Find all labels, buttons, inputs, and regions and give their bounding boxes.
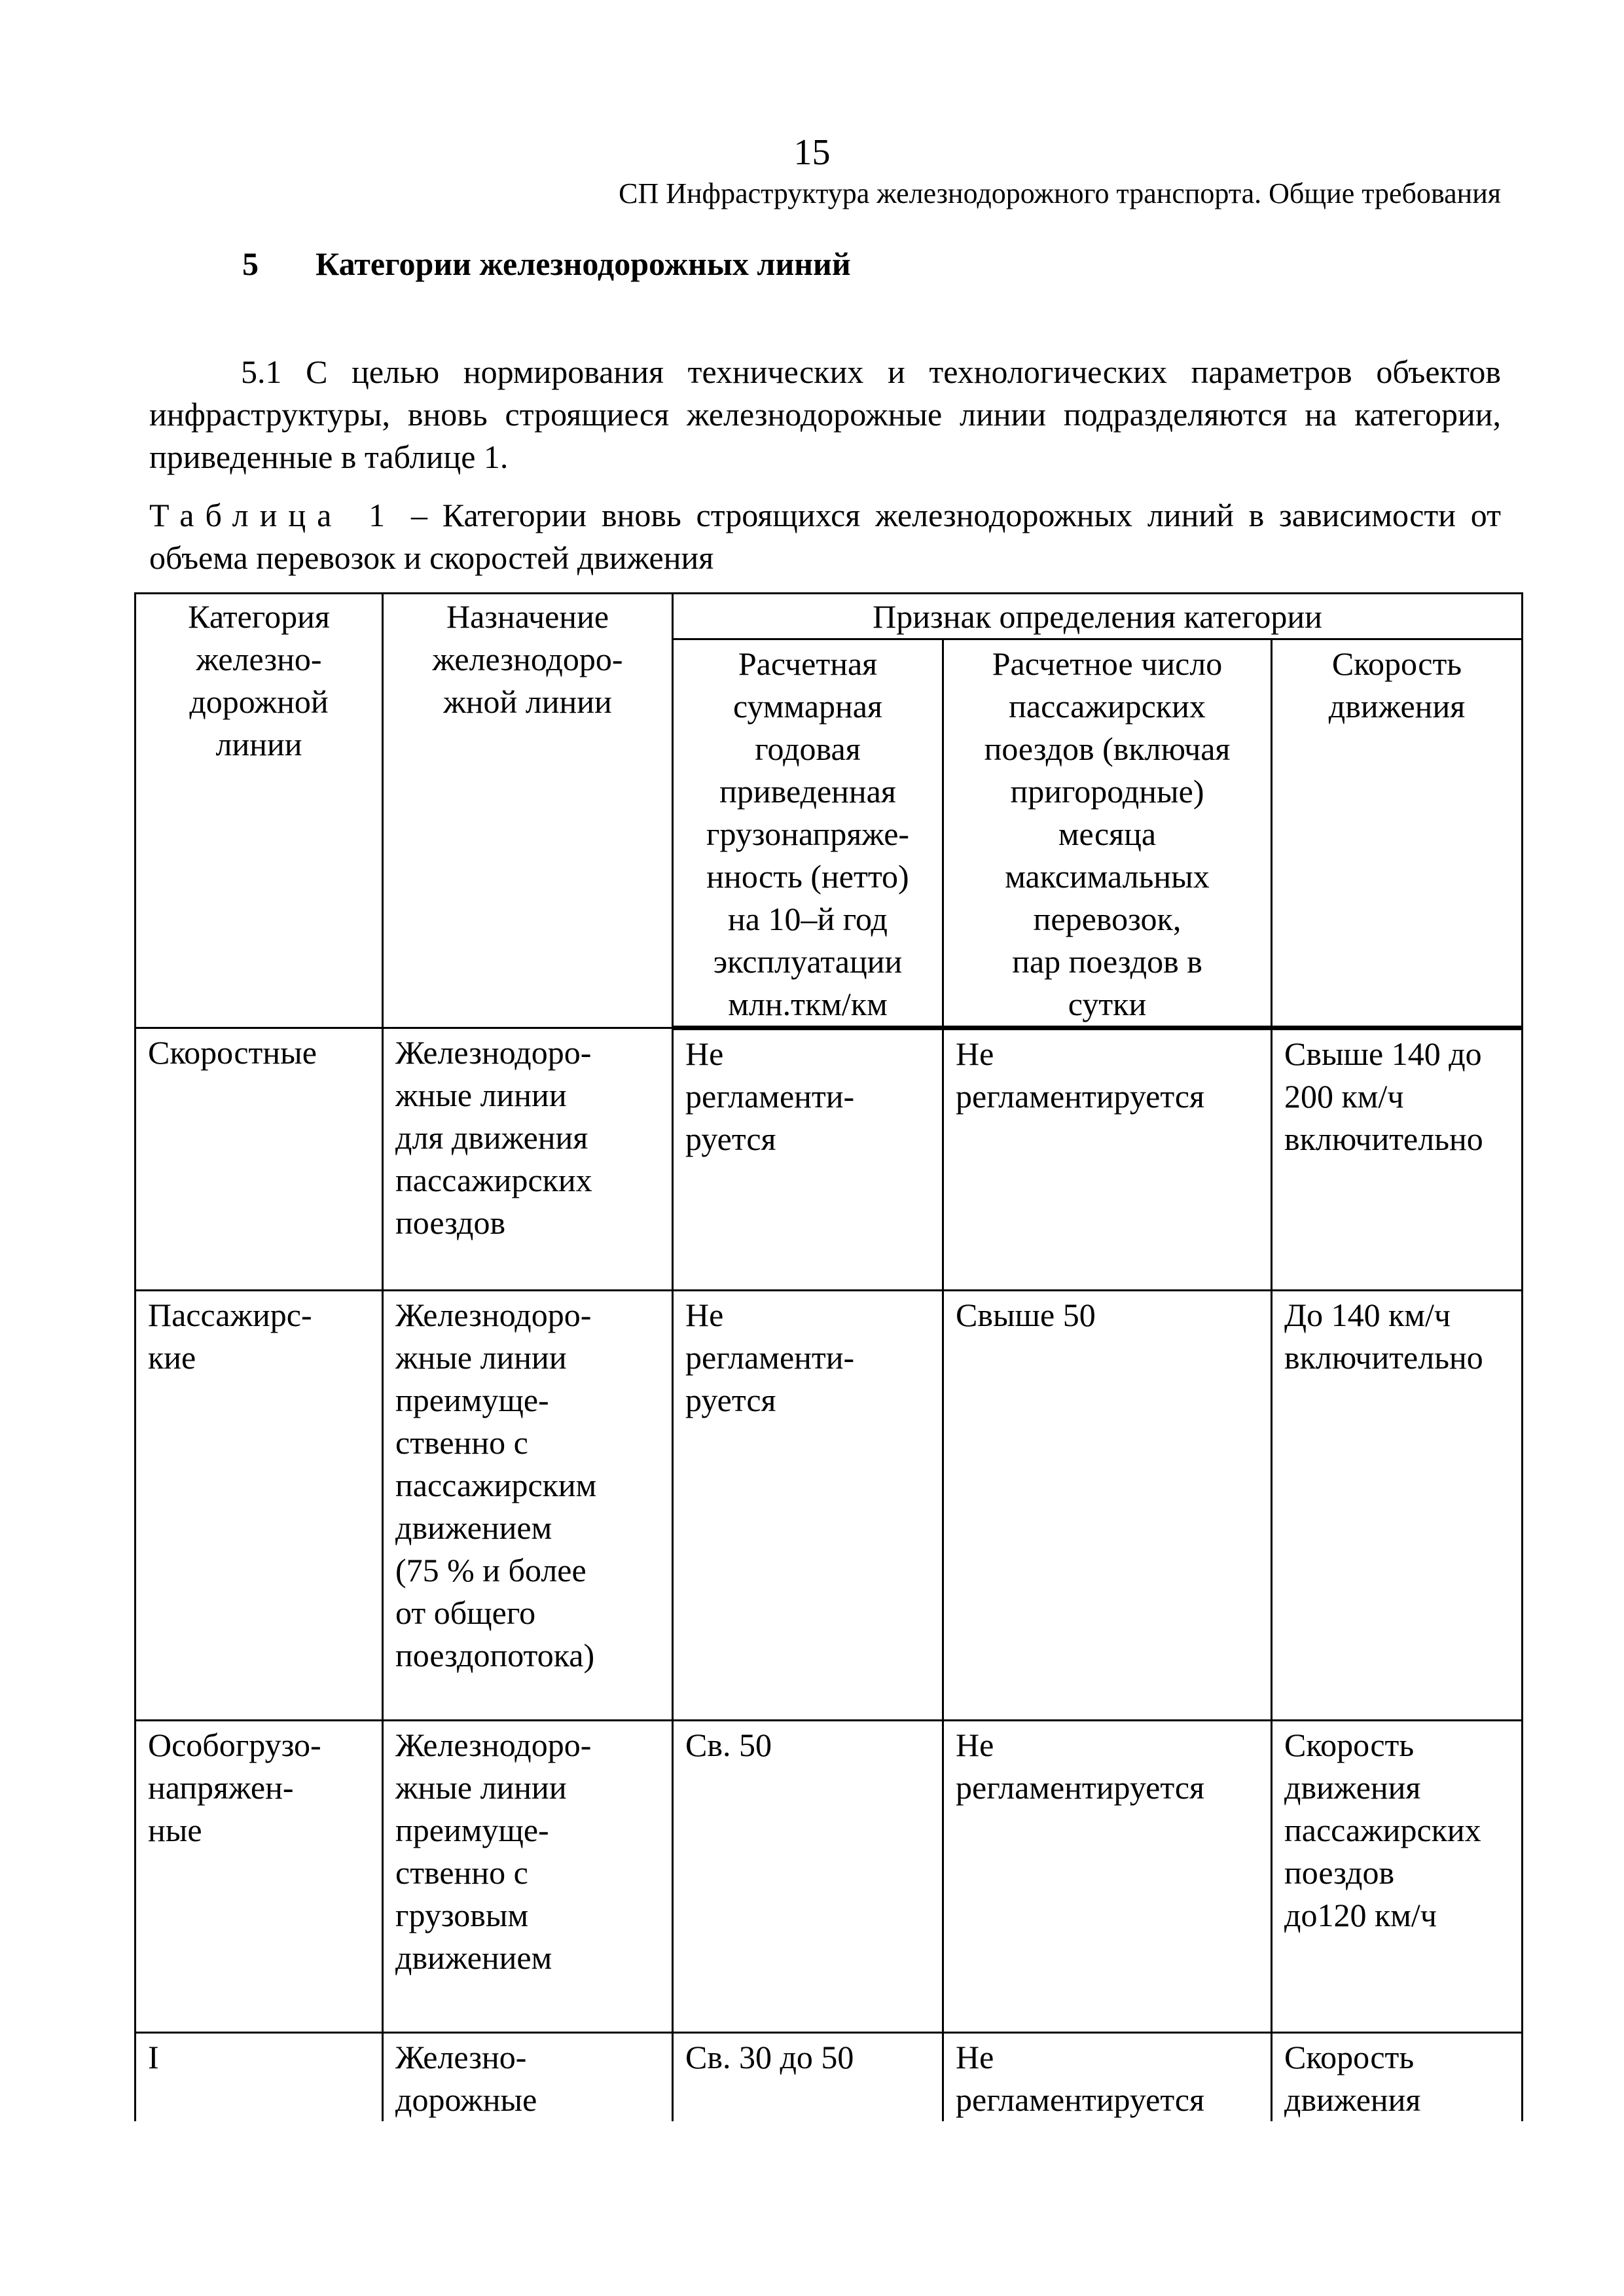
header-freight: Расчетная суммарная годовая приведенная грузонапряже- нность (нетто) на 10–й год эксплуатации млн.ткм/км (673, 639, 943, 1028)
cell-purpose: Железнодоро- жные линии преимуще- ственно с грузовым движением (383, 1721, 673, 2033)
cell-passenger-trains: Не регламентируется (943, 2033, 1272, 2122)
cell-speed: До 140 км/ч включительно (1272, 1291, 1523, 1721)
section-heading (242, 242, 851, 285)
header-speed: Скорость движения (1272, 639, 1523, 1028)
table-row (135, 2033, 1523, 2122)
cell-speed: Скорость движения пассажирских поездов до120 км/ч (1272, 1721, 1523, 2033)
table-caption (149, 494, 1501, 579)
cell-purpose: Железнодоро- жные линии для движения пассажирских поездов (383, 1028, 673, 1291)
cell-purpose: Железно- дорожные (383, 2033, 673, 2122)
cell-passenger-trains: Не регламентируется (943, 1028, 1272, 1291)
header-passenger-trains: Расчетное число пассажирских поездов (включая пригородные) месяца максимальных перевозок, пар поездов в сутки (943, 639, 1272, 1028)
cell-category: Особогрузо- напряжен- ные (135, 1721, 383, 2033)
cell-freight: Св. 50 (673, 1721, 943, 2033)
cell-freight: Не регламенти- руется (673, 1028, 943, 1291)
header-purpose: Назначение железнодоро- жной линии (383, 594, 673, 1028)
section-number: 5 (242, 245, 259, 282)
cell-freight: Не регламенти- руется (673, 1291, 943, 1721)
cell-speed: Скорость движения (1272, 2033, 1523, 2122)
cell-category: Пассажирс- кие (135, 1291, 383, 1721)
cell-passenger-trains: Не регламентируется (943, 1721, 1272, 2033)
header-category: Категория железно- дорожной линии (135, 594, 383, 1028)
cell-passenger-trains: Свыше 50 (943, 1291, 1272, 1721)
table-caption-text: – Категории вновь строящихся железнодорожных линий в зависимости от объема перевозок и скоростей движения (149, 497, 1502, 576)
cell-speed: Свыше 140 до 200 км/ч включительно (1272, 1028, 1523, 1291)
table-caption-label: Таблица 1 (149, 497, 397, 533)
paragraph-5-1: 5.1 С целью нормирования технических и технологических параметров объектов инфраструктуры, вновь строящиеся железнодорожные линии подразделяются на категории, приведенные в таблице 1. (149, 353, 1501, 475)
table-row (135, 1721, 1523, 2033)
running-header: СП Инфраструктура железнодорожного транспорта. Общие требования (619, 177, 1501, 209)
cell-category: Скоростные (135, 1028, 383, 1291)
cell-freight: Св. 30 до 50 (673, 2033, 943, 2122)
categories-table (134, 592, 1523, 2121)
table-row (135, 1028, 1523, 1291)
cell-category: I (135, 2033, 383, 2122)
cell-purpose: Железнодоро- жные линии преимуще- ственно с пассажирским движением (75 % и более от общего поездопотока) (383, 1291, 673, 1721)
table-row (135, 1291, 1523, 1721)
section-title: Категории железнодорожных линий (316, 245, 851, 282)
header-group: Признак определения категории (673, 594, 1523, 639)
page-number: 15 (793, 132, 831, 173)
